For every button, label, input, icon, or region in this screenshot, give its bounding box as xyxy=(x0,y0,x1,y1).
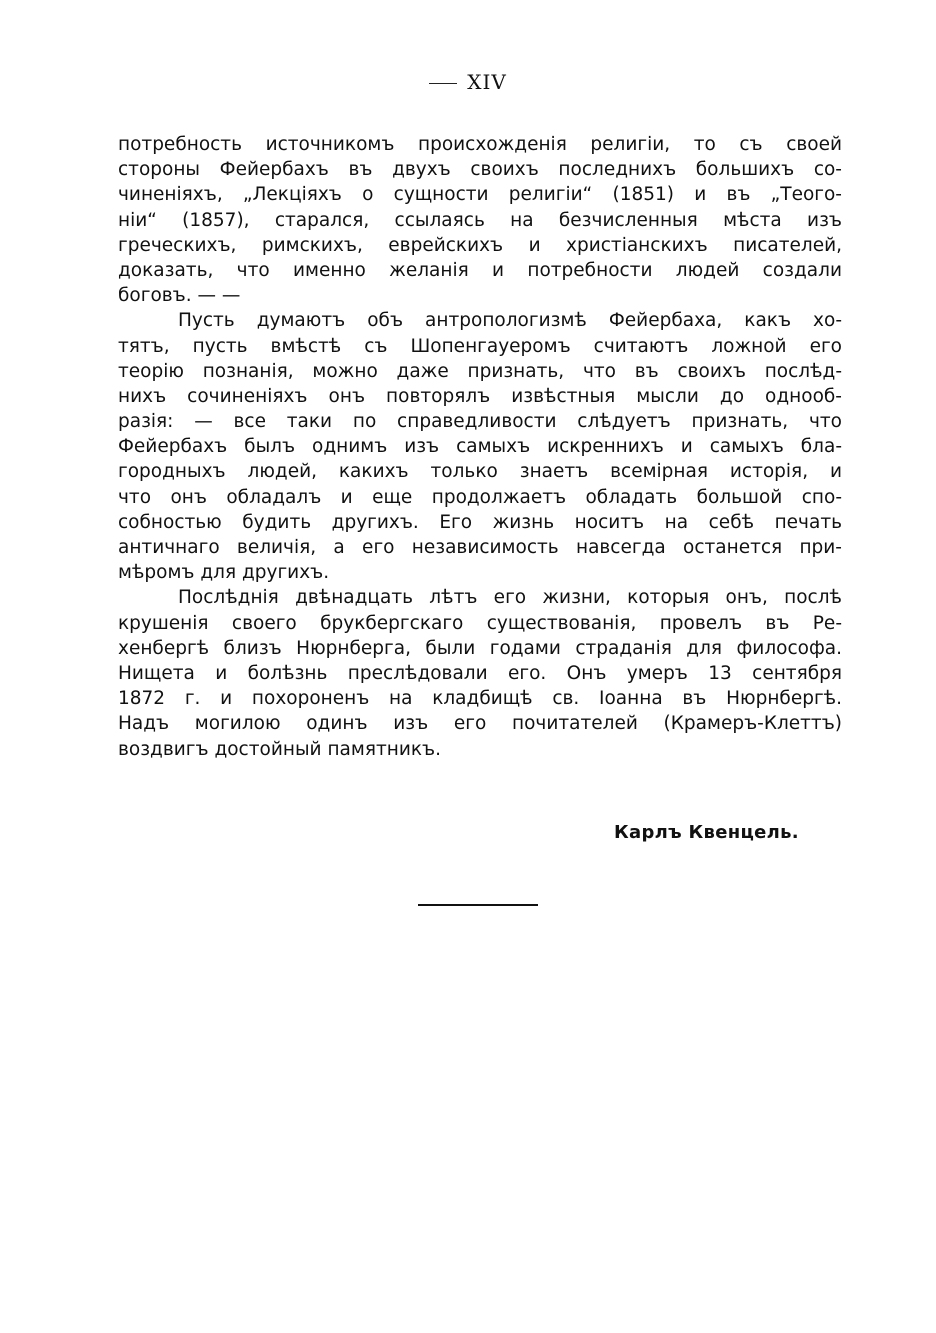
text-line: нихъ сочиненіяхъ онъ повторялъ извѣстныя мысли до однооб- xyxy=(118,385,842,407)
paragraph-3 xyxy=(118,585,842,761)
text-line: тятъ, пусть вмѣстѣ съ Шопенгауеромъ считаютъ ложной его xyxy=(118,335,842,357)
text-line: ніи“ (1857), старался, ссылаясь на безчисленныя мѣста изъ xyxy=(118,209,842,231)
text-line: 1872 г. и похороненъ на кладбищѣ св. Іоанна въ Нюрнбергѣ. xyxy=(118,688,842,710)
text-line: что онъ обладалъ и еще продолжаетъ обладать большой спо- xyxy=(118,486,842,508)
text-line: Надъ могилою одинъ изъ его почитателей (Крамеръ-Клеттъ) xyxy=(118,713,842,735)
text-line: теорію познанія, можно даже признать, что въ своихъ послѣд- xyxy=(118,360,842,382)
paragraph-1 xyxy=(118,132,842,308)
text-line: мѣромъ для другихъ. xyxy=(118,562,330,584)
text-line: Пусть думаютъ объ антропологизмѣ Фейербаха, какъ хо- xyxy=(178,310,842,332)
page-number: XIV xyxy=(467,70,507,94)
text-line: чиненіяхъ, „Лекціяхъ о сущности религіи“ (1851) и въ „Теого- xyxy=(118,184,842,206)
header-dash xyxy=(429,83,457,84)
text-line: греческихъ, римскихъ, еврейскихъ и христіанскихъ писателей, xyxy=(118,234,842,256)
text-line: городныхъ людей, какихъ только знаетъ всемірная исторія, и xyxy=(118,461,842,483)
text-line: воздвигъ достойный памятникъ. xyxy=(118,738,441,760)
text-line: Нищета и болѣзнь преслѣдовали его. Онъ умеръ 13 сентября xyxy=(118,662,842,684)
page-header xyxy=(0,70,936,94)
text-line: Послѣднія двѣнадцать лѣтъ его жизни, которыя онъ, послѣ xyxy=(178,587,842,609)
text-line: античнаго величія, а его независимость навсегда останется при- xyxy=(118,537,842,558)
closing-rule xyxy=(418,904,538,906)
text-line: стороны Фейербахъ въ двухъ своихъ последнихъ большихъ со- xyxy=(118,159,842,181)
body-text xyxy=(118,132,842,762)
text-line: доказать, что именно желанія и потребности людей создали xyxy=(118,259,842,281)
text-line: боговъ. — — xyxy=(118,285,241,307)
text-line: Фейербахъ былъ однимъ изъ самыхъ искреннихъ и самыхъ бла- xyxy=(118,436,842,458)
text-line: хенбергѣ близъ Нюрнберга, были годами страданія для философа. xyxy=(118,637,842,659)
paragraph-2 xyxy=(118,308,842,585)
text-line: разія: — все таки по справедливости слѣдуетъ признать, что xyxy=(118,411,842,433)
text-line: собностью будить другихъ. Его жизнь носитъ на себѣ печать xyxy=(118,511,842,533)
text-line: потребность источникомъ происхожденія религіи, то съ своей xyxy=(118,134,842,155)
author-signature: Карлъ Квенцель. xyxy=(614,822,799,843)
text-line: крушенія своего брукбергскаго существованія, провелъ въ Ре- xyxy=(118,612,842,634)
